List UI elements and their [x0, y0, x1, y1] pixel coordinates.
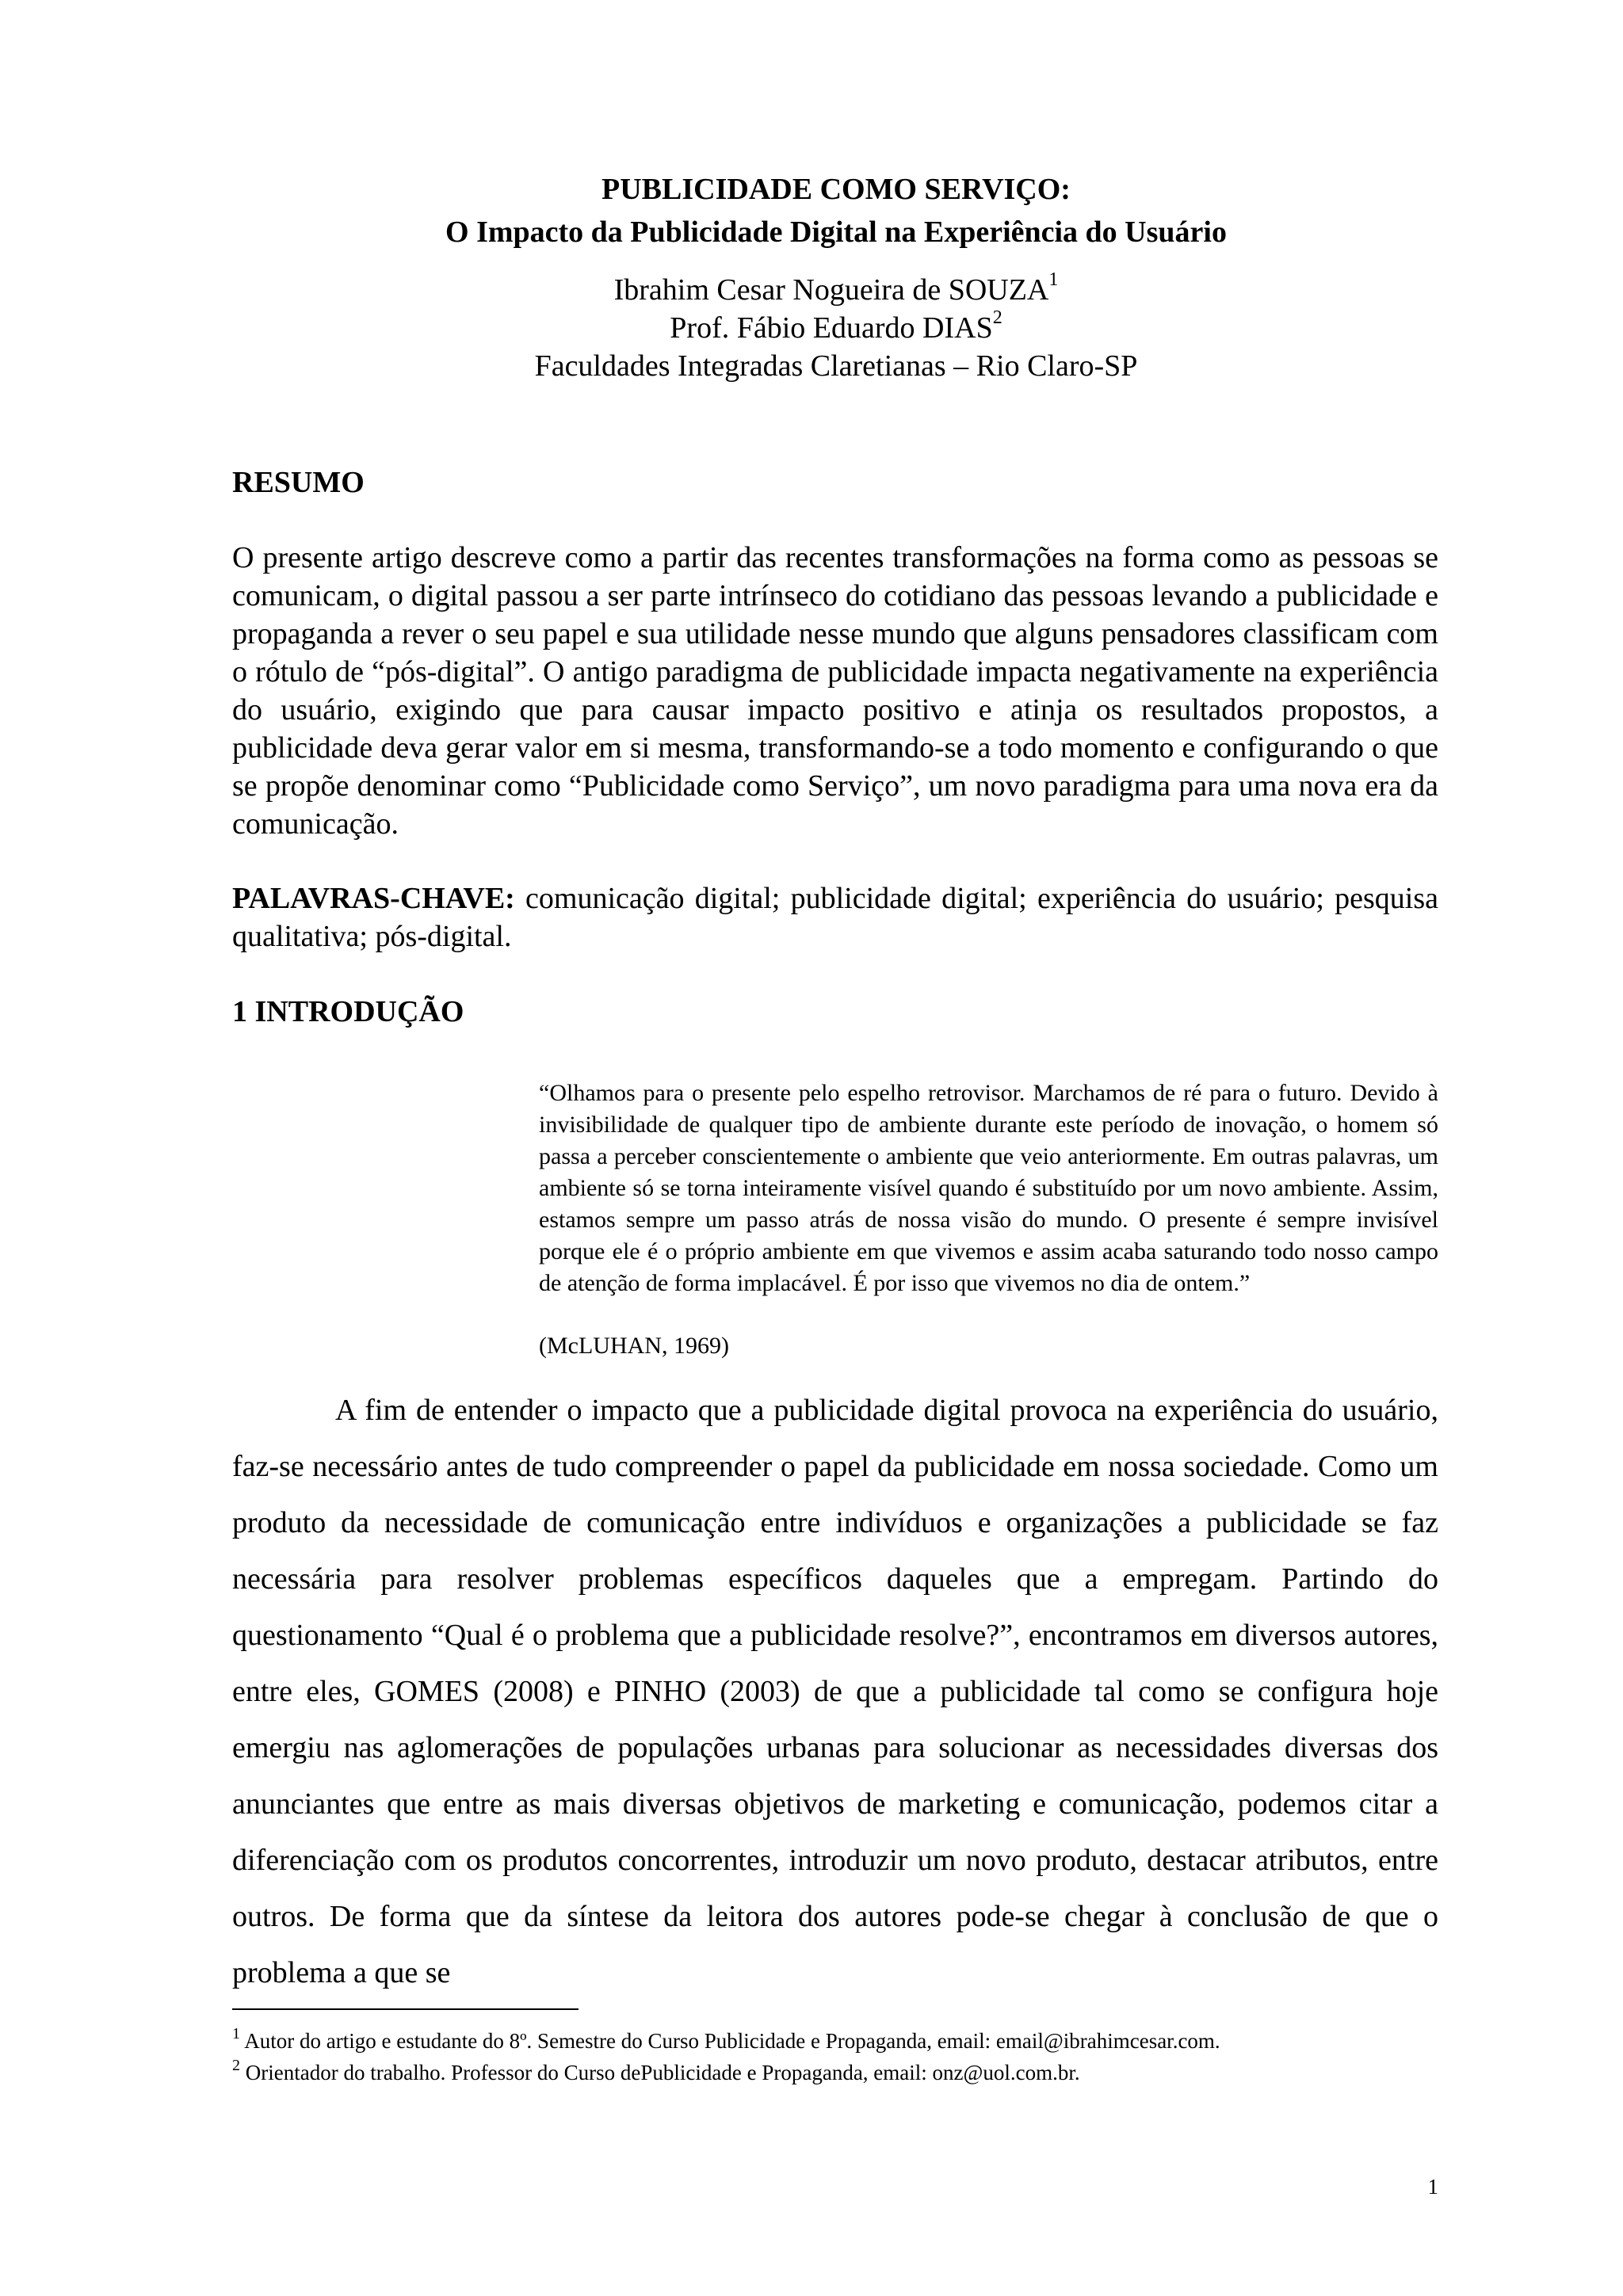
- footnote-1: [232, 2023, 1500, 2054]
- footnote-1-text: Autor do artigo e estudante do 8º. Semestre do Curso Publicidade e Propaganda, email: email@ibrahimcesar.com.: [240, 2029, 1220, 2053]
- quote-citation: (McLUHAN, 1969): [539, 1333, 729, 1359]
- footnote-2-mark: 2: [232, 2057, 240, 2074]
- paper-title: [230, 168, 1442, 254]
- author-2-footnote-mark: 2: [992, 307, 1002, 329]
- introduction-heading: 1 INTRODUÇÃO: [232, 995, 464, 1028]
- title-line-1: PUBLICIDADE COMO SERVIÇO:: [601, 173, 1071, 206]
- footnote-2-text: Orientador do trabalho. Professor do Curso dePublicidade e Propaganda, email: onz@uol.com.br.: [240, 2061, 1080, 2084]
- keywords-text: comunicação digital; publicidade digital; experiência do usuário; pesquisa qualitativa; pós-digital.: [232, 882, 1438, 953]
- footnote-1-mark: 1: [232, 2025, 240, 2042]
- author-block: [230, 271, 1442, 385]
- footnote-divider: [232, 2008, 579, 2010]
- author-2: [230, 309, 1442, 347]
- author-1: [230, 271, 1442, 309]
- block-quote: “Olhamos para o presente pelo espelho retrovisor. Marchamos de ré para o futuro. Devido à invisibilidade de qualquer tipo de ambiente durante este período de inovação, o homem só passa a perceber conscientemente o ambiente que veio anteriormente. Em outras palavras, um ambiente só se torna inteiramente visível quando é substituído por um novo ambiente. Assim, estamos sempre um passo atrás de nossa visão do mundo. O presente é sempre invisível porque ele é o próprio ambiente em que vivemos e assim acaba saturando todo nosso campo de atenção de forma implacável. É por isso que vivemos no dia de ontem.”: [539, 1080, 1438, 1296]
- author-1-name: Ibrahim Cesar Nogueira de SOUZA: [613, 273, 1049, 307]
- footnote-2: [232, 2054, 1500, 2086]
- author-2-name: Prof. Fábio Eduardo DIAS: [670, 311, 993, 345]
- author-1-footnote-mark: 1: [1048, 269, 1059, 291]
- page-number: 1: [1427, 2175, 1438, 2199]
- footnotes: [232, 2023, 1500, 2086]
- resumo-heading: RESUMO: [232, 466, 365, 499]
- keywords-label: PALAVRAS-CHAVE:: [232, 882, 515, 915]
- institution: Faculdades Integradas Claretianas – Rio Claro-SP: [534, 349, 1138, 383]
- keywords: [232, 879, 1438, 955]
- abstract-text: O presente artigo descreve como a partir das recentes transformações na forma como as pessoas se comunicam, o digital passou a ser parte intrínseco do cotidiano das pessoas levando a publicidade e propaganda a rever o seu papel e sua utilidade nesse mundo que alguns pensadores classificam com o rótulo de “pós-digital”. O antigo paradigma de publicidade impacta negativamente na experiência do usuário, exigindo que para causar impacto positivo e atinja os resultados propostos, a publicidade deva gerar valor em si mesma, transformando-se a todo momento e configurando o que se propõe denominar como “Publicidade como Serviço”, um novo paradigma para uma nova era da comunicação.: [232, 541, 1438, 841]
- introduction-paragraph: A fim de entender o impacto que a publicidade digital provoca na experiência do usuário, faz-se necessário antes de tudo compreender o papel da publicidade em nossa sociedade. Como um produto da necessidade de comunicação entre indivíduos e organizações a publicidade se faz necessária para resolver problemas específicos daqueles que a empregam. Partindo do questionamento “Qual é o problema que a publicidade resolve?”, encontramos em diversos autores, entre eles, GOMES (2008) e PINHO (2003) de que a publicidade tal como se configura hoje emergiu nas aglomerações de populações urbanas para solucionar as necessidades diversas dos anunciantes que entre as mais diversas objetivos de marketing e comunicação, podemos citar a diferenciação com os produtos concorrentes, introduzir um novo produto, destacar atributos, entre outros. De forma que da síntese da leitora dos autores pode-se chegar à conclusão de que o problema a que se: [232, 1394, 1438, 1989]
- title-line-2: O Impacto da Publicidade Digital na Experiência do Usuário: [445, 215, 1227, 249]
